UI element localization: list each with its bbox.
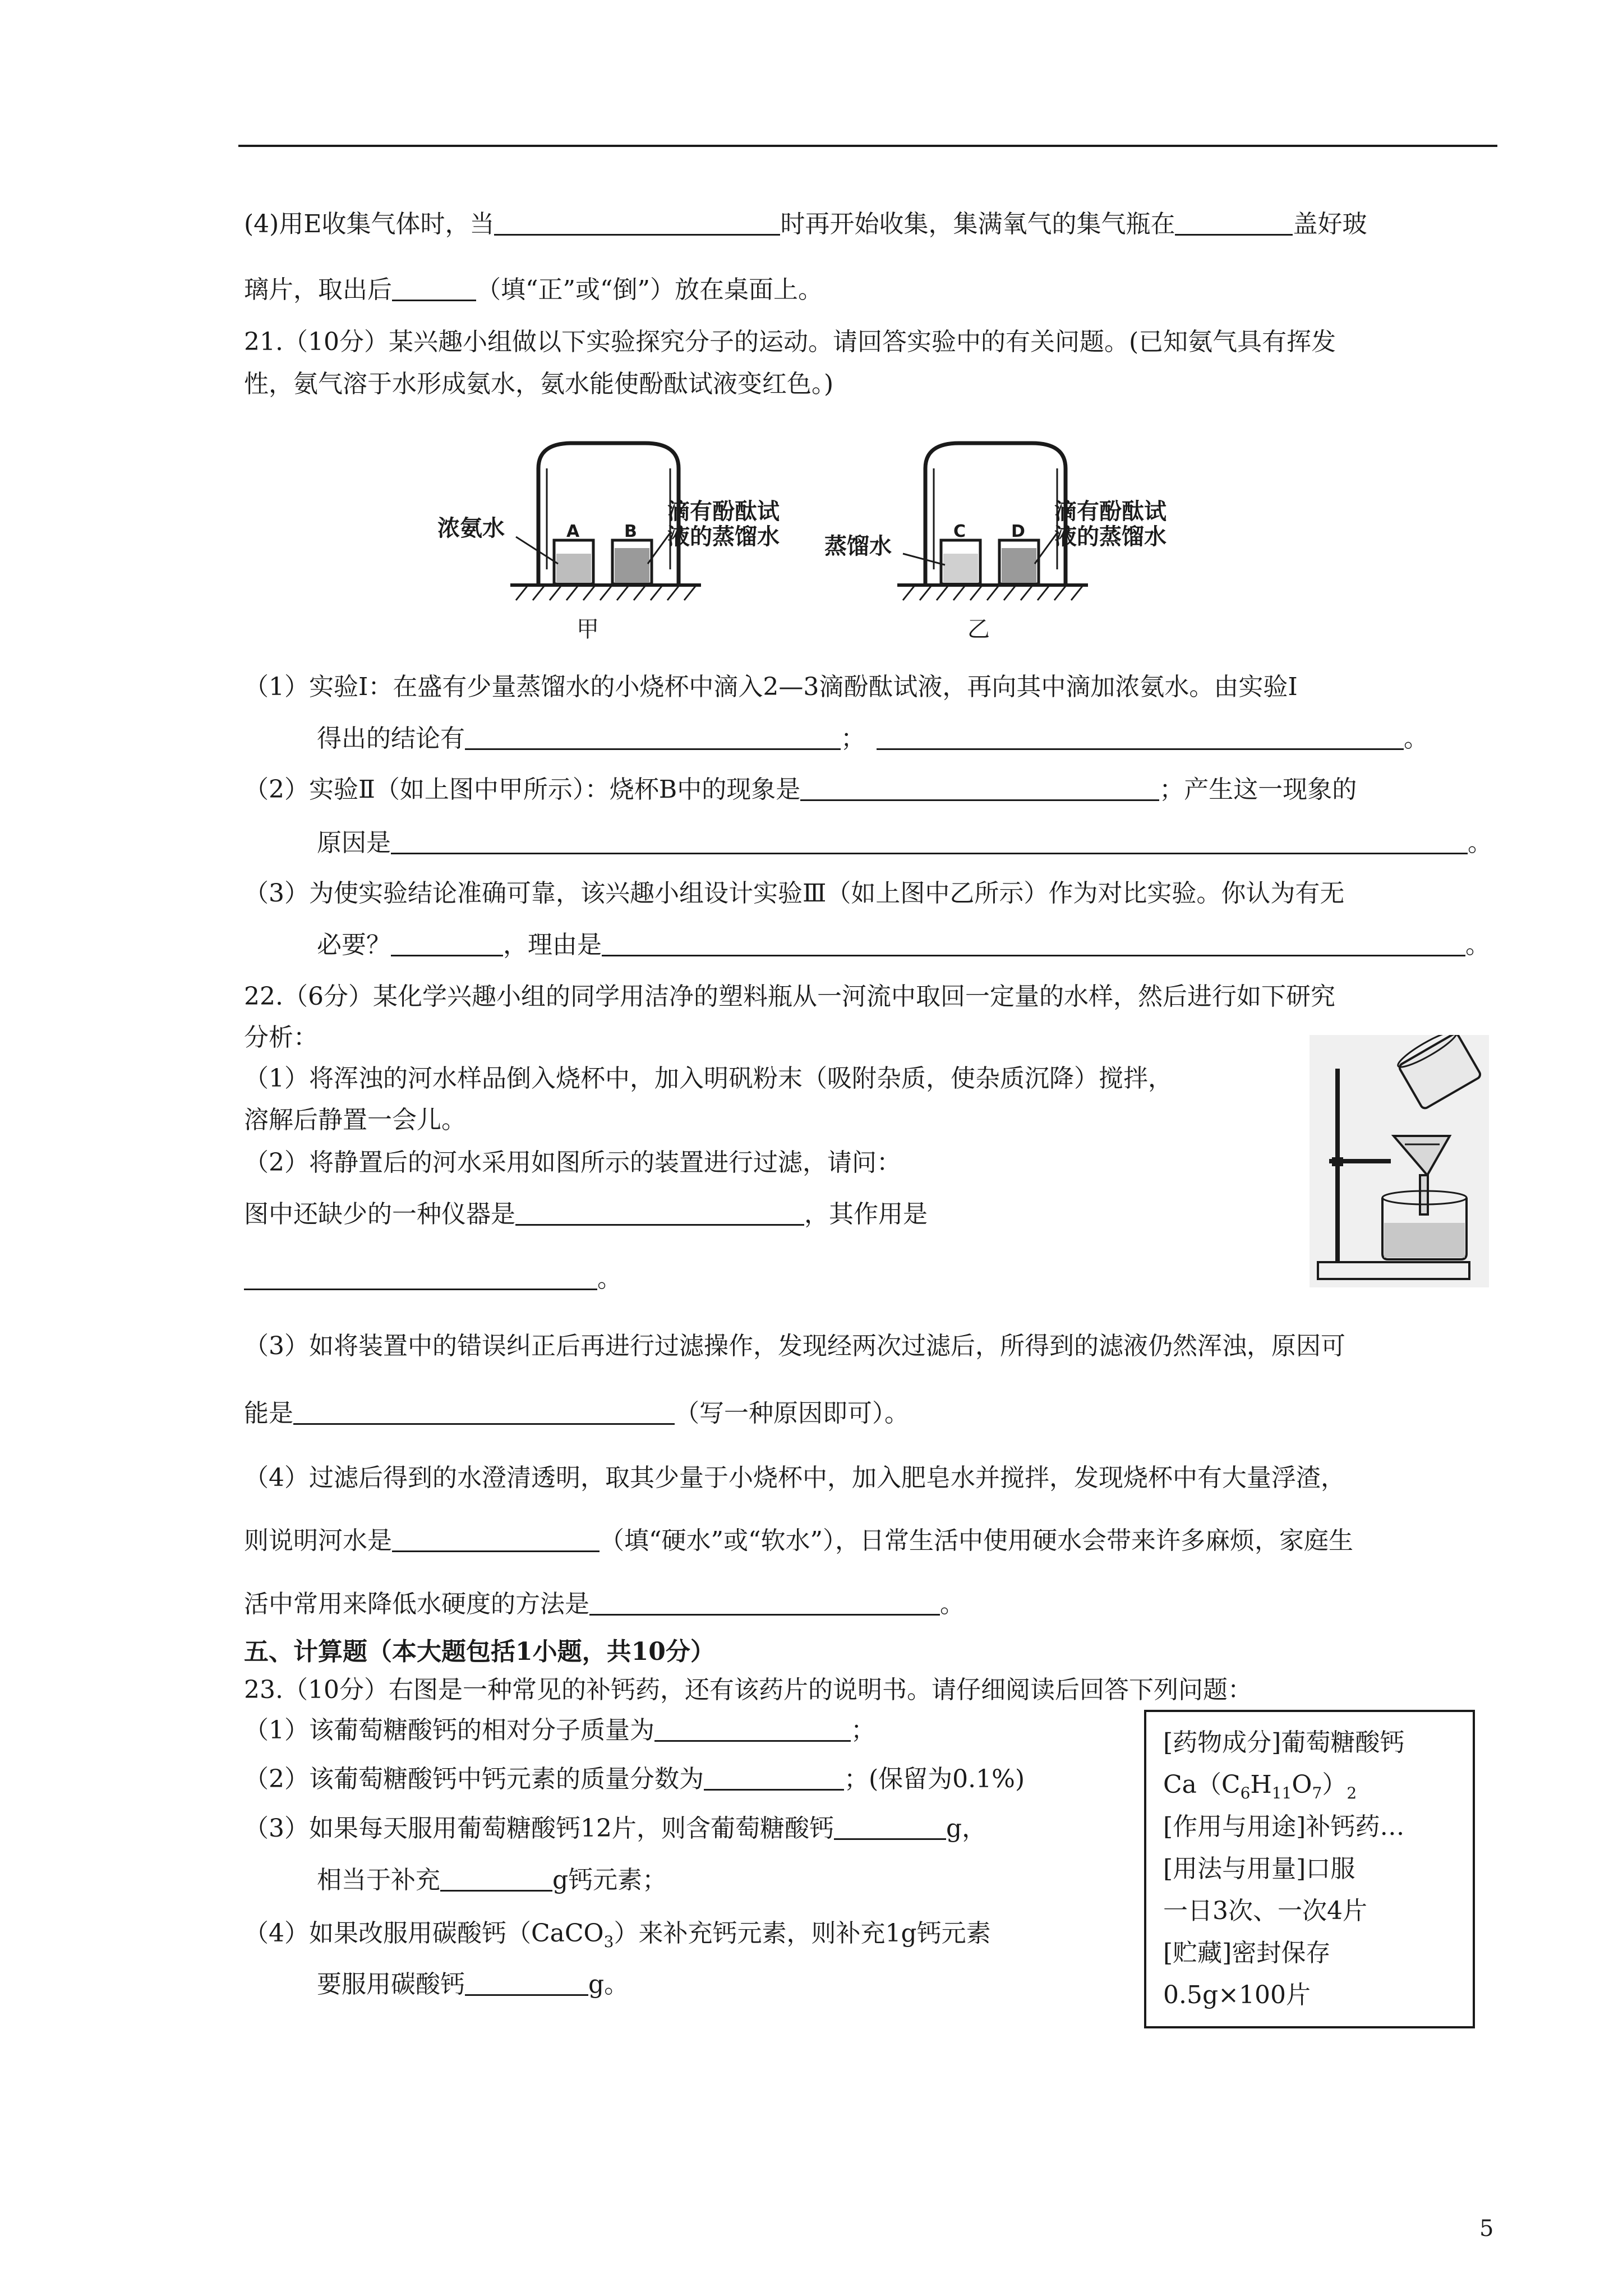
cup-a-label: A <box>566 522 580 541</box>
answer-blank[interactable] <box>440 1864 552 1892</box>
q22-intro-line1: 22.（6分）某化学兴趣小组的同学用洁净的塑料瓶从一河流中取回一定量的水样，然后进行如下研究 <box>244 982 1335 1011</box>
answer-blank[interactable] <box>392 274 476 301</box>
answer-blank[interactable] <box>293 1397 675 1425</box>
fig-yi-caption: 乙 <box>967 616 990 642</box>
fig-jia-left-label: 浓氨水 <box>437 516 505 541</box>
q23-1-line: （1）该葡萄糖酸钙的相对分子质量为 ； <box>244 1714 875 1747</box>
q23-3-line2: 相当于补充 g钙元素； <box>317 1864 667 1897</box>
answer-blank[interactable] <box>800 774 1159 801</box>
answer-blank[interactable] <box>392 1525 600 1552</box>
answer-blank[interactable] <box>834 1812 946 1840</box>
fig-jia-right-label1: 滴有酚酞试 <box>667 499 780 524</box>
q21-3-line2: 必要？ ，理由是 。 <box>317 928 1490 962</box>
medicine-label-box <box>1144 1710 1475 2028</box>
fig-yi-right-label2: 液的蒸馏水 <box>1054 524 1166 550</box>
figure-jia <box>437 443 780 642</box>
q21-1-line2: 得出的结论有 ； 。 <box>317 722 1428 756</box>
fig-jia-right-label2: 液的蒸馏水 <box>667 524 780 550</box>
answer-blank[interactable] <box>391 929 503 956</box>
section-heading: 五、计算题（本大题包括1小题，共10分） <box>244 1637 715 1666</box>
q22-2-line2: 图中还缺少的一种仪器是 ，其作用是 <box>244 1198 928 1231</box>
answer-blank[interactable] <box>589 1588 940 1616</box>
q21-2-line1: （2）实验Ⅱ（如上图中甲所示）：烧杯B中的现象是 ；产生这一现象的 <box>244 773 1357 807</box>
q21-2-line2: 原因是 。 <box>317 826 1492 860</box>
answer-blank[interactable] <box>244 1263 597 1290</box>
cup-b-label: B <box>624 522 637 541</box>
figure-yi <box>824 443 1166 642</box>
q22-4-line2: 则说明河水是 （填“硬水”或“软水”），日常生活中使用硬水会带来许多麻烦，家庭生 <box>244 1524 1353 1558</box>
q22-3-line2: 能是 （写一种原因即可）。 <box>244 1397 909 1430</box>
fig-yi-right-label1: 滴有酚酞试 <box>1054 499 1166 524</box>
q22-intro-line2: 分析： <box>244 1023 318 1052</box>
box-frequency: 一日3次、一次4片 <box>1163 1897 1367 1925</box>
q23-intro: 23.（10分）右图是一种常见的补钙药，还有该药片的说明书。请仔细阅读后回答下列问题： <box>244 1676 1252 1704</box>
q21-1-line1: （1）实验Ⅰ：在盛有少量蒸馏水的小烧杯中滴入2—3滴酚酞试液，再向其中滴加浓氨水。由实验Ⅰ <box>244 673 1298 701</box>
answer-blank[interactable] <box>704 1763 844 1791</box>
answer-blank[interactable] <box>1175 208 1293 236</box>
page-number: 5 <box>1479 2216 1494 2242</box>
fig-yi-left-label: 蒸馏水 <box>824 533 892 559</box>
answer-blank[interactable] <box>602 929 1465 956</box>
filtration-apparatus-figure <box>1310 1035 1489 1287</box>
box-formula: $Ca(C_6H_{11}O_7)_2$ <box>1163 1770 1357 1802</box>
q21-intro-line2: 性，氨气溶于水形成氨水，氨水能使酚酞试液变红色。) <box>244 370 834 398</box>
cup-d-label: D <box>1011 522 1025 541</box>
fig-jia-caption: 甲 <box>577 616 599 642</box>
q22-3-line1: （3）如将装置中的错误纠正后再进行过滤操作，发现经两次过滤后，所得到的滤液仍然浑浊，原因可 <box>244 1332 1345 1360</box>
answer-blank[interactable] <box>515 1198 804 1226</box>
box-usage: [作用与用途]补钙药… <box>1163 1812 1405 1841</box>
q22-2-line1: （2）将静置后的河水采用如图所示的装置进行过滤，请问： <box>244 1148 901 1177</box>
header-rule <box>238 145 1497 147</box>
box-spec: 0.5g×100片 <box>1163 1981 1311 2009</box>
q22-1-line1: （1）将浑浊的河水样品倒入烧杯中，加入明矾粉末（吸附杂质，使杂质沉降）搅拌， <box>244 1064 1173 1093</box>
q22-4-line1: （4）过滤后得到的水澄清透明，取其少量于小烧杯中，加入肥皂水并搅拌，发现烧杯中有大量浮渣， <box>244 1464 1345 1492</box>
q20-4-line2: 璃片，取出后 （填“正”或“倒”）放在桌面上。 <box>244 273 823 307</box>
q21-intro-line1: 21.（10分）某兴趣小组做以下实验探究分子的运动。请回答实验中的有关问题。(已知氨气具有挥发 <box>244 328 1336 356</box>
q22-4-line3: 活中常用来降低水硬度的方法是 。 <box>244 1588 965 1621</box>
box-ingredient: [药物成分]葡萄糖酸钙 <box>1163 1728 1405 1757</box>
q23-4-line1: （4）如果改服用碳酸钙（CaCO$_3$）来补充钙元素，则补充1g钙元素 <box>244 1919 991 1951</box>
answer-blank[interactable] <box>494 208 780 236</box>
box-storage: [贮藏]密封保存 <box>1163 1939 1331 1967</box>
q21-3-line1: （3）为使实验结论准确可靠，该兴趣小组设计实验Ⅲ（如上图中乙所示）作为对比实验。你认为有无 <box>244 879 1345 908</box>
answer-blank[interactable] <box>465 723 841 750</box>
box-dosage: [用法与用量]口服 <box>1163 1855 1355 1883</box>
q23-3-line1: （3）如果每天服用葡萄糖酸钙12片，则含葡萄糖酸钙 g， <box>244 1812 986 1846</box>
ammonia-experiment-figure <box>432 407 1228 648</box>
answer-blank[interactable] <box>654 1714 851 1742</box>
cup-c-label: C <box>953 522 966 541</box>
q22-2-line3: 。 <box>244 1262 622 1296</box>
q23-2-line: （2）该葡萄糖酸钙中钙元素的质量分数为 ；(保留为0.1%) <box>244 1763 1025 1796</box>
q23-4-line2: 要服用碳酸钙 g。 <box>317 1968 629 2001</box>
answer-blank[interactable] <box>391 827 1468 854</box>
answer-blank[interactable] <box>465 1968 588 1996</box>
q20-4-line1: (4)用E收集气体时，当 时再开始收集，集满氧气的集气瓶在 盖好玻 <box>244 208 1367 241</box>
q22-1-line2: 溶解后静置一会儿。 <box>244 1106 466 1134</box>
answer-blank[interactable] <box>877 723 1404 750</box>
